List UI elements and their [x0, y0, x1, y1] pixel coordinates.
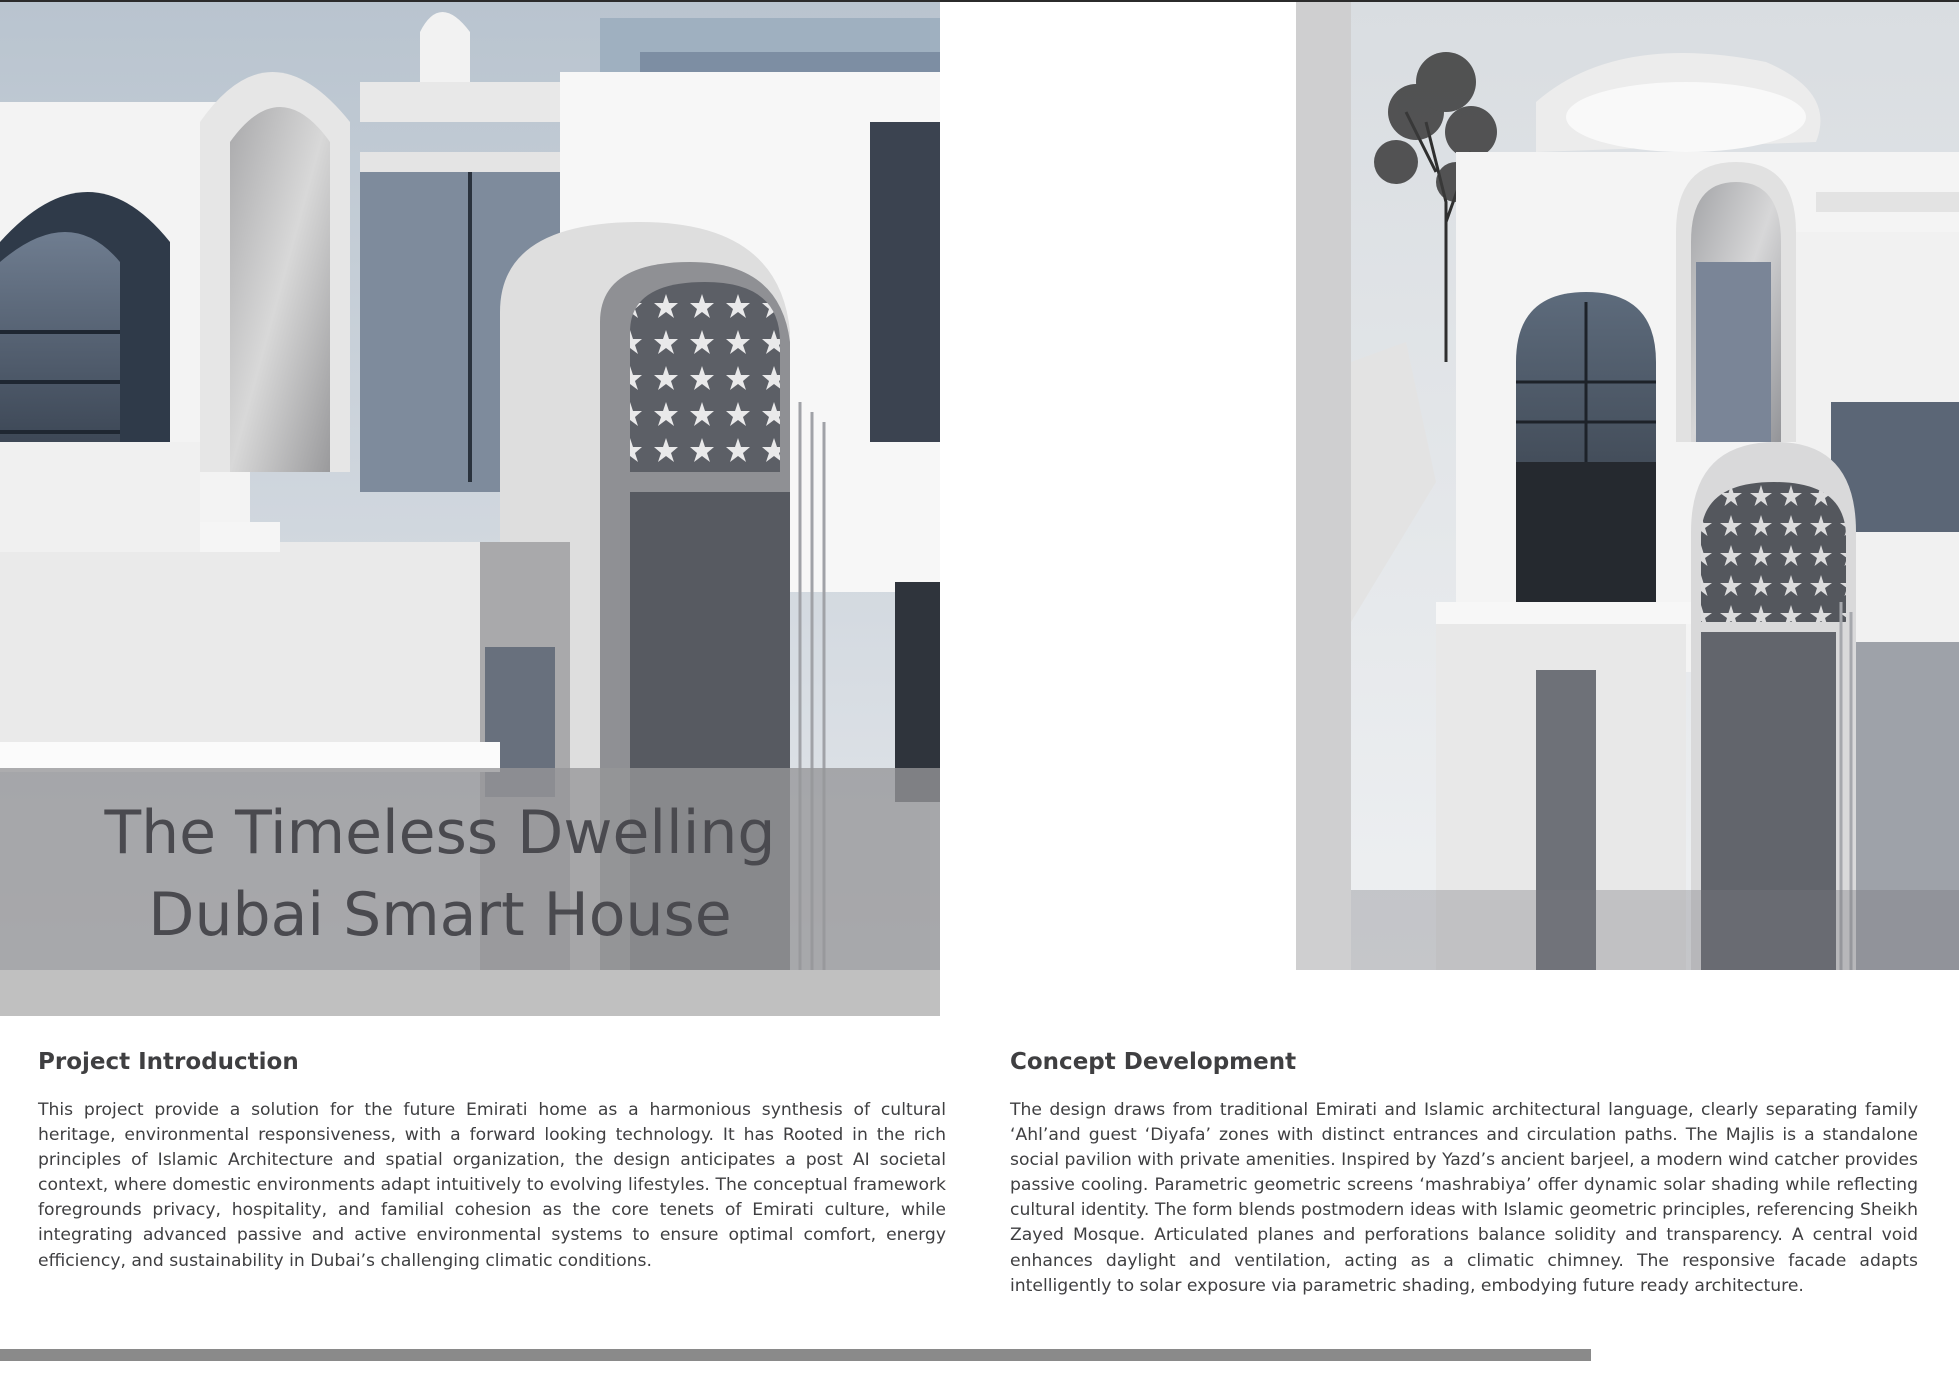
hero-render-right	[1296, 2, 1959, 970]
title-line-1: The Timeless Dwelling	[104, 798, 776, 868]
concept-development-section	[1010, 1042, 1918, 1299]
page-title	[0, 792, 880, 956]
project-introduction-heading: Project Introduction	[38, 1049, 299, 1075]
project-introduction-section	[38, 1042, 946, 1274]
project-introduction-body: This project provide a solution for the future Emirati home as a harmonious synthesis of cultural heritage, environmental responsiveness, with a forward looking technology. It has Rooted in the rich principles of Islamic Architecture and spatial organization, the design anticipates a post AI societal context, where domestic environments adapt intuitively to evolving lifestyles. The conceptual framework foregrounds privacy, hospitality, and familial cohesion as the core tenets of Emirati culture, while integrating advanced passive and active environmental systems to ensure optimal comfort, energy efficiency, and sustainability in Dubai’s challenging climatic conditions.	[38, 1100, 946, 1271]
bottom-bar	[0, 1349, 1591, 1361]
grey-strip	[0, 970, 940, 1016]
hero-render-left	[0, 2, 940, 970]
concept-development-heading: Concept Development	[1010, 1049, 1297, 1075]
title-line-2: Dubai Smart House	[148, 880, 732, 950]
concept-development-body: The design draws from traditional Emirati and Islamic architectural language, clearly separating family ‘Ahl’and guest ‘Diyafa’ zones with distinct entrances and circulation paths. The Majlis is a standalone social pavilion with private amenities. Inspired by Yazd’s ancient barjeel, a modern wind catcher provides passive cooling. Parametric geometric screens ‘mashrabiya’ offer dynamic solar shading while reflecting cultural identity. The form blends postmodern ideas with Islamic geometric principles, referencing Sheikh Zayed Mosque. Articulated planes and perforations balance solidity and transparency. A central void enhances daylight and ventilation, acting as a climatic chimney. The responsive facade adapts intelligently to solar exposure via parametric shading, embodying future ready architecture.	[1010, 1100, 1918, 1296]
arched-entrance-illustration	[1296, 2, 1959, 970]
